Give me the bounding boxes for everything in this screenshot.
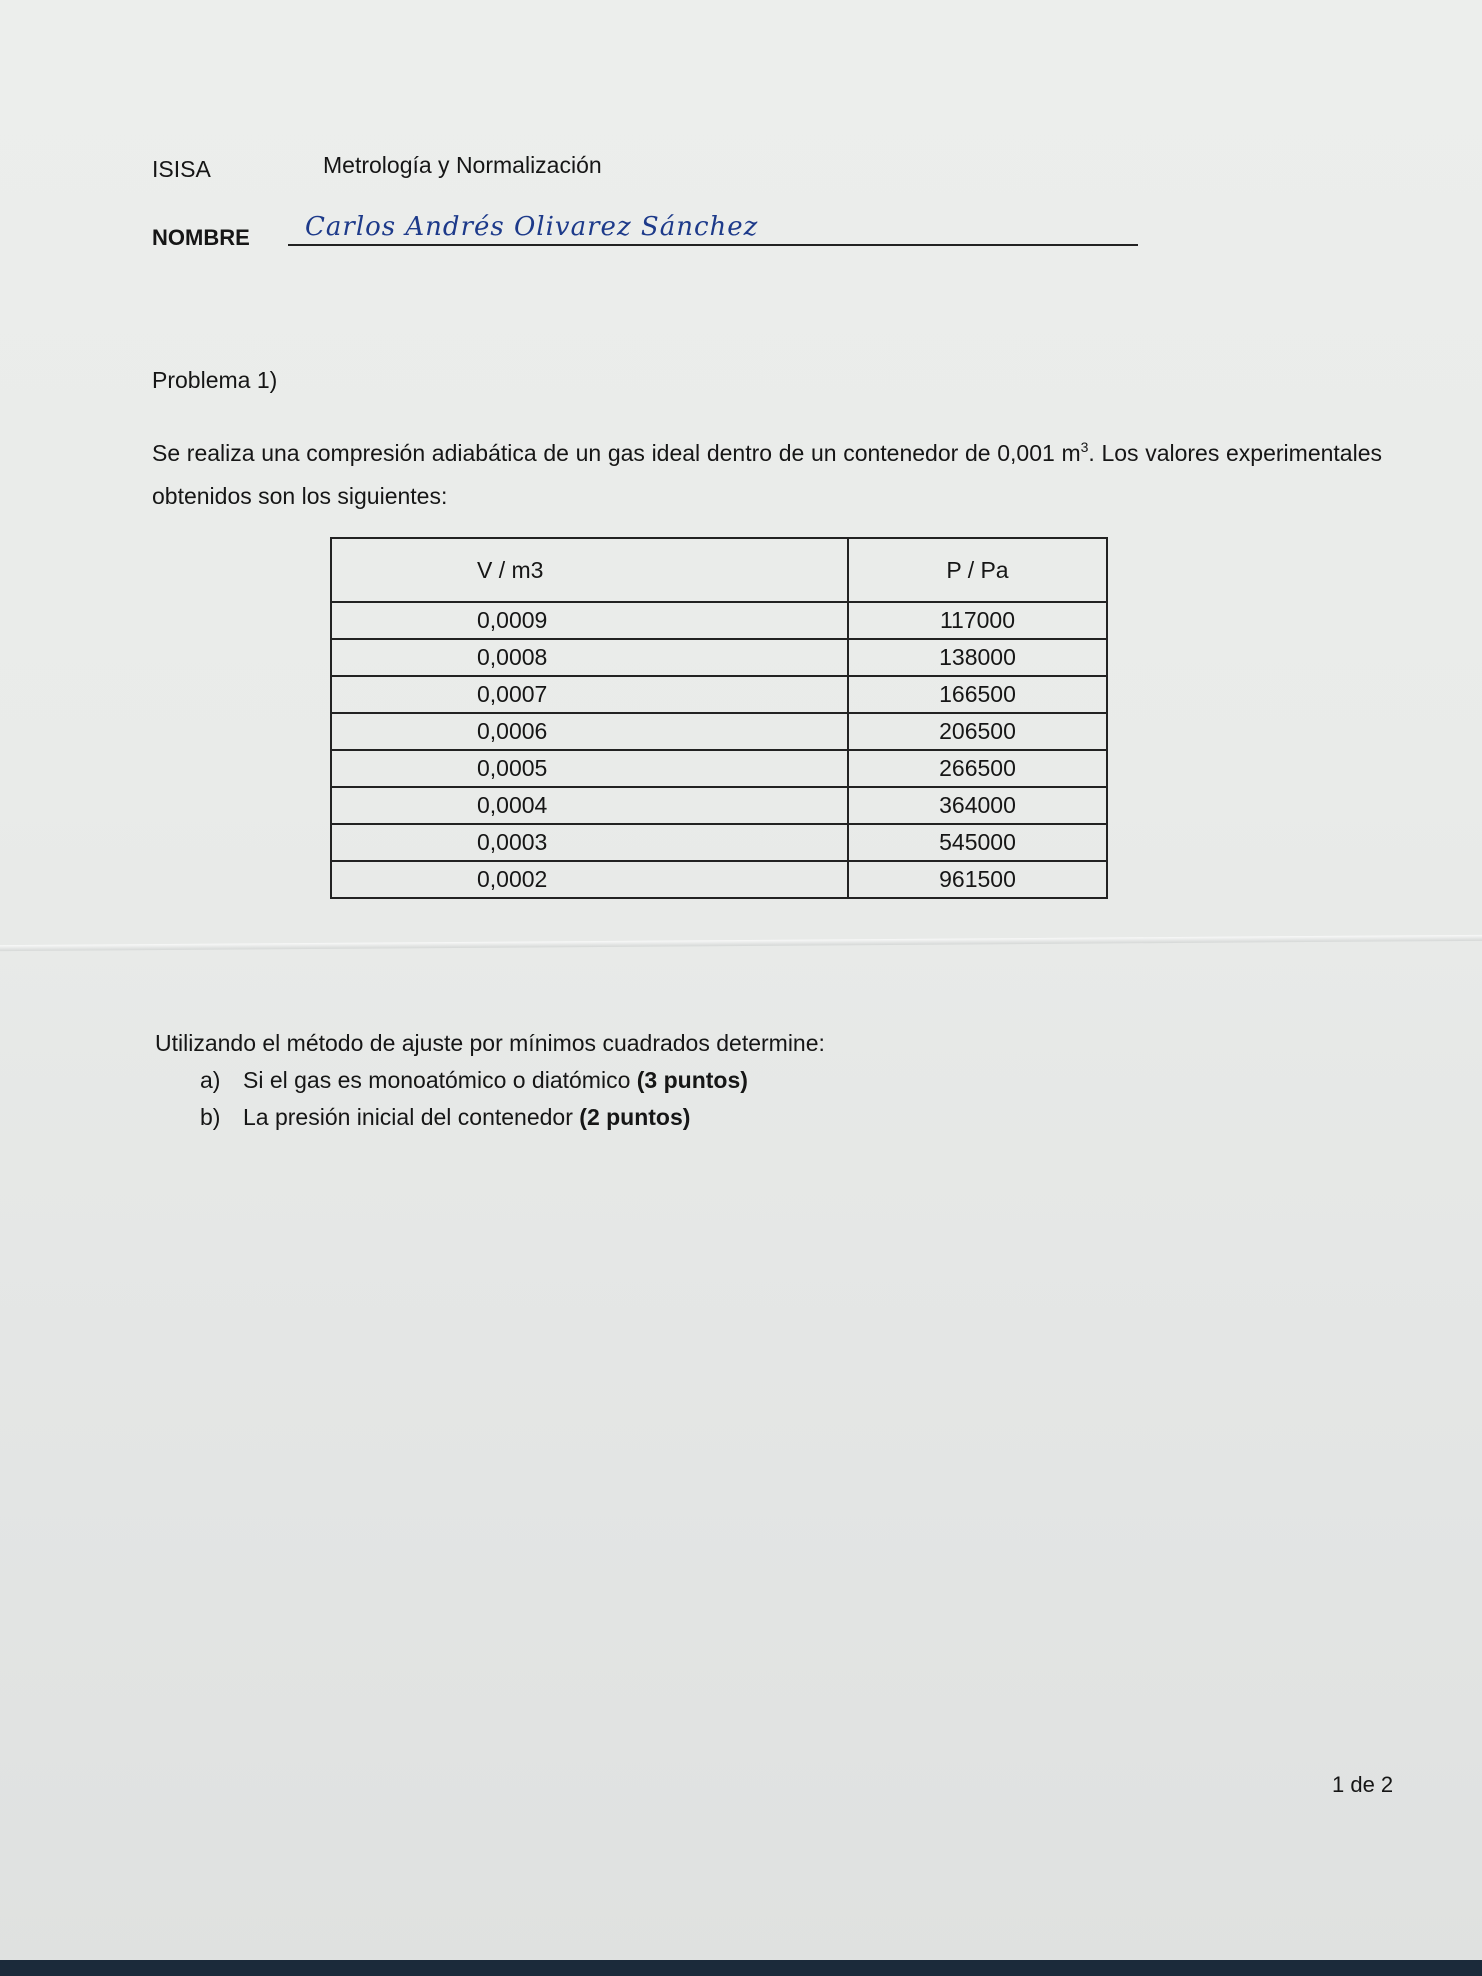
question-points: (3 puntos) [636,1067,748,1093]
data-table [330,537,1108,899]
column-header-volume: V / m3 [331,538,848,602]
volume-cell: 0,0002 [331,861,848,898]
volume-cell: 0,0007 [331,676,848,713]
volume-cell: 0,0008 [331,639,848,676]
problem-title: Problema 1) [152,367,278,393]
table-row [331,787,1107,824]
pressure-cell: 206500 [848,713,1107,750]
volume-cell: 0,0004 [331,787,848,824]
pressure-cell: 266500 [848,750,1107,787]
volume-cell: 0,0003 [331,824,848,861]
table-row [331,639,1107,676]
instructions-intro: Utilizando el método de ajuste por mínimos cuadrados determine: [155,1030,825,1056]
page-number: 1 de 2 [1332,1772,1394,1797]
student-name-handwritten: Carlos Andrés Olivarez Sánchez [305,212,759,242]
pressure-cell: 545000 [848,824,1107,861]
question-item-a [200,1067,748,1094]
volume-cell: 0,0009 [331,602,848,639]
table-row [331,676,1107,713]
table-row [331,824,1107,861]
table-row [331,713,1107,750]
table-row [331,861,1107,898]
problem-statement [152,426,1382,518]
course-title: Metrología y Normalización [323,152,602,178]
volume-cell: 0,0005 [331,750,848,787]
table-row [331,602,1107,639]
statement-text-continued: . Los valores experimentales obtenidos son los siguientes: [152,440,1382,509]
paper-fold [0,935,1482,951]
school-name: ISISA [152,156,211,182]
question-text: Si el gas es monoatómico o diatómico [243,1067,637,1093]
question-marker: b) [200,1104,221,1130]
statement-text: Se realiza una compresión adiabática de un gas ideal dentro de un contenedor de 0,001 m [152,440,1081,466]
name-label: NOMBRE [152,225,250,250]
table-row [331,750,1107,787]
column-header-pressure: P / Pa [848,538,1107,602]
pressure-cell: 117000 [848,602,1107,639]
question-item-b [200,1104,690,1131]
name-underline [288,244,1138,246]
question-text: La presión inicial del contenedor [243,1104,580,1130]
pressure-cell: 138000 [848,639,1107,676]
question-points: (2 puntos) [579,1104,691,1130]
pressure-cell: 364000 [848,787,1107,824]
statement-exponent: 3 [1080,439,1089,455]
question-marker: a) [200,1067,221,1093]
volume-cell: 0,0006 [331,713,848,750]
table-header-row [331,538,1107,602]
desk-edge [0,1960,1482,1976]
pressure-cell: 961500 [848,861,1107,898]
pressure-cell: 166500 [848,676,1107,713]
